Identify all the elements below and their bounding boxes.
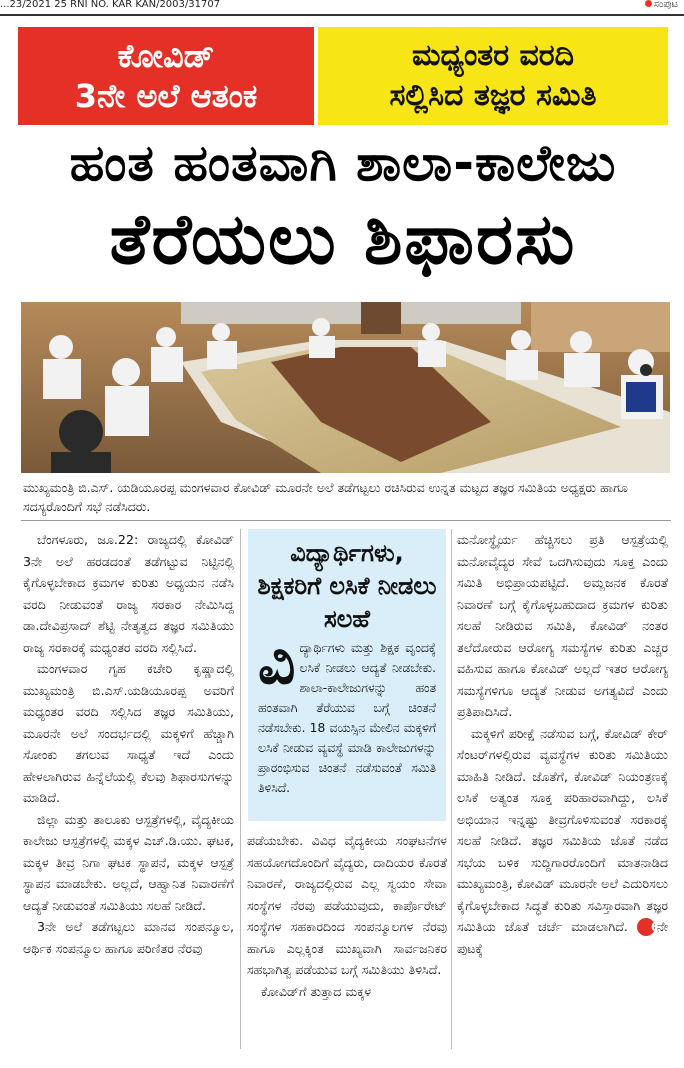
headline-line1: ಹಂತ ಹಂತವಾಗಿ ಶಾಲಾ-ಕಾಲೇಜು xyxy=(69,134,617,192)
article-column-2 xyxy=(247,830,447,1002)
kicker-red xyxy=(18,27,314,125)
kicker-red-line1: ಕೋವಿಡ್ xyxy=(117,37,215,75)
kicker-yellow xyxy=(318,27,668,125)
paragraph xyxy=(457,723,668,960)
caption-divider xyxy=(21,520,671,521)
paragraph: ಮಂಗಳವಾರ ಗೃಹ ಕಚೇರಿ ಕೃಷ್ಣಾದಲ್ಲಿ ಮುಖ್ಯಮಂತ್ರಿ ಬಿ.ಎಸ್.ಯಡಿಯೂರಪ್ಪ ಅವರಿಗೆ ಮಧ್ಯಂತರ ವರದಿ ಸಲ್ಲಿಸಿದ ತಜ್ಞರ ಸಮಿತಿಯು, ಮೂರನೇ ಅಲೆ ಸಂದರ್ಭದಲ್ಲಿ ಮಕ್ಕಳಿಗೆ ಹೆಚ್ಚಾಗಿ ಸೋಂಕು ತಗಲುವ ಸಾಧ್ಯತೆ ಇದೆ ಎಂದು ಹೇಳಲಾಗಿರುವ ಹಿನ್ನೆಲೆಯಲ್ಲಿ ಕೆಲವು ಶಿಫಾರಸುಗಳನ್ನು ಮಾಡಿದೆ. xyxy=(23,661,234,805)
top-strip-right-text: ಸಂಪುಟ xyxy=(653,0,678,10)
article-column-3 xyxy=(457,529,668,959)
sidebar-box-text: ದ್ಯಾರ್ಥಿಗಳು ಮತ್ತು ಶಿಕ್ಷಕ ವೃಂದಕ್ಕೆ ಲಸಿಕೆ ನೀಡಲು ಆದ್ಯತೆ ನೀಡಬೇಕು. ಶಾಲಾ-ಕಾಲೇಜುಗಳನ್ನು ಹಂತ ಹಂತವಾಗಿ ತೆರೆಯುವ ಬಗ್ಗೆ ಚಿಂತನೆ ನಡೆಸಬೇಕು. 18 ವಯಸ್ಸಿನ ಮೇಲಿನ ಮಕ್ಕಳಿಗೆ ಲಸಿಕೆ ನೀಡುವ ವ್ಯವಸ್ಥೆ ಮಾಡಿ ಕಾಲೇಜುಗಳನ್ನು ಪ್ರಾರಂಭಿಸುವ ಚಿಂತನೆ ನಡೆಸುವಂತೆ ಸಮಿತಿ ತಿಳಿಸಿದೆ. xyxy=(258,641,436,795)
article-column-1 xyxy=(23,529,234,959)
paragraph-text: ಮಕ್ಕಳಿಗೆ ಪರೀಕ್ಷೆ ನಡೆಸುವ ಬಗ್ಗೆ, ಕೋವಿಡ್ ಕೇರ್ ಸೆಂಟರ್‌ಗಳಲ್ಲಿರುವ ವ್ಯವಸ್ಥೆಗಳ ಕುರಿತು ಸಮಿತಿಯು ಮಾಹಿತಿ ನೀಡಿದೆ. ಜೊತೆಗೆ, ಕೋವಿಡ್ ನಿಯಂತ್ರಣಕ್ಕೆ ಲಸಿಕೆ ಅತ್ಯಂತ ಸೂಕ್ತ ಪರಿಹಾರವಾಗಿದ್ದು, ಲಸಿಕೆ ಅಭಿಯಾನ ಇನ್ನಷ್ಟು ತೀವ್ರಗೊಳಿಸುವಂತೆ ಸರಕಾರಕ್ಕೆ ಸಲಹೆ ನೀಡಿದೆ. ತಜ್ಞರ ಸಮಿತಿಯ ಜೊತೆ ನಡೆದ ಸಭೆಯ ಬಳಿಕ ಸುದ್ದಿಗಾರರೊಂದಿಗೆ ಮಾತನಾಡಿದ ಮುಖ್ಯಮಂತ್ರಿ, ಕೋವಿಡ್ ಮೂರನೇ ಅಲೆ ಎದುರಿಸಲು ಕೈಗೊಳ್ಳಬೇಕಾದ ಸಿದ್ಧತೆ ಕುರಿತು ಸವಿಸ್ತಾರವಾಗಿ ತಜ್ಞರ ಸಮಿತಿಯ ಜೊತೆ ಚರ್ಚೆ ಮಾಡಲಾಗಿದೆ. xyxy=(457,725,668,934)
top-strip-text: ...23/2021 25 RNI NO. KAR KAN/2003/31707 xyxy=(0,0,221,10)
continued-page-badge[interactable]: 6 xyxy=(637,918,655,936)
meeting-photo-image xyxy=(21,302,670,473)
paragraph: ಮನೋಸ್ಥೈರ್ಯ ಹೆಚ್ಚಿಸಲು ಪ್ರತಿ ಆಸ್ಪತ್ರೆಯಲ್ಲಿ ಮನೋವೈದ್ಯರ ಸೇವೆ ಒದಗಿಸುವುದು ಸೂಕ್ತ ಎಂದು ಸಮಿತಿ ಅಭಿಪ್ರಾಯಪಟ್ಟಿದೆ. ಅಮ್ಲಜನಕ ಕೊರತೆ ನಿವಾರಣೆ ಬಗ್ಗೆ ಕೈಗೊಳ್ಳಬಹುದಾದ ಕ್ರಮಗಳ ಕುರಿತು ಸಲಹೆ ನೀಡಿರುವ ಸಮಿತಿ, ಕೋವಿಡ್ ನಂತರ ತಲೆದೋರುವ ಆರೋಗ್ಯ ಸಮಸ್ಯೆಗಳ ಕುರಿತು ಎಚ್ಚರ ವಹಿಸುವ ಹಾಗೂ ಕೋವಿಡ್ ಅಲ್ಲದೆ ಇತರ ಆರೋಗ್ಯ ಸಮಸ್ಯೆಗಳಿಗೂ ಆದ್ಯತೆ ನೀಡುವ ಅಗತ್ಯವಿದೆ ಎಂದು ಪ್ರತಿಪಾದಿಸಿದೆ. xyxy=(457,532,668,719)
red-dot-icon xyxy=(645,0,652,7)
paragraph: ಜಿಲ್ಲಾ ಮತ್ತು ತಾಲೂಕು ಆಸ್ಪತ್ರೆಗಳಲ್ಲಿ, ವೈದ್ಯಕೀಯ ಕಾಲೇಜು ಆಸ್ಪತ್ರೆಗಳಲ್ಲಿ ಮಕ್ಕಳ ಎಚ್.ಡಿ.ಯು. ಘಟಕ, ಮಕ್ಕಳ ತೀವ್ರ ನಿಗಾ ಘಟಕ ಸ್ಥಾಪನೆ, ಮಕ್ಕಳ ಆಸ್ಪತ್ರೆ ಸ್ಥಾಪನ ಮಾಡಬೇಕು. ಅಲ್ಲದೆ, ಆಹ್ವಾನಿತ ನಿವಾರಣೆಗೆ ಆದ್ಯತೆ ನೀಡುವಂತೆ ಸಮಿತಿಯು ಸಲಹೆ ನೀಡಿದೆ. xyxy=(23,811,234,913)
sidebar-box xyxy=(248,529,446,821)
paragraph: 3ನೇ ಅಲೆ ತಡೆಗಟ್ಟಲು ಮಾನವ ಸಂಪನ್ಮೂಲ, ಆರ್ಥಿಕ ಸಂಪನ್ಮೂಲ ಹಾಗೂ ಪರಿಣಿತರ ನೆರವು xyxy=(23,919,234,956)
paragraph: ಪಡೆಯಬೇಕು. ವಿವಿಧ ವೈದ್ಯಕೀಯ ಸಂಘಟನೆಗಳ ಸಹಯೋಗದೊಂದಿಗೆ ವೈದ್ಯರು, ದಾದಿಯರ ಕೊರತೆ ನಿವಾರಣೆ, ರಾಜ್ಯದಲ್ಲಿರುವ ಎಲ್ಲ ಸ್ವಯಂ ಸೇವಾ ಸಂಸ್ಥೆಗಳ ನೆರವು ಪಡೆಯುವುದು, ಕಾರ್ಪೊರೇಟ್ ಸಂಸ್ಥೆಗಳ ಸಹಕಾರದಿಂದ ಸಂಪನ್ಮೂಲಗಳ ನೆರವು ಹಾಗೂ ಎಲ್ಲಕ್ಕಿಂತ ಮುಖ್ಯವಾಗಿ ಸಾರ್ವಜನಿಕರ ಸಹಭಾಗಿತ್ವ ಪಡೆಯುವ ಬಗ್ಗೆ ಸಮಿತಿಯು ತಿಳಿಸಿದೆ. xyxy=(247,833,447,977)
kicker-yellow-line1: ಮಧ್ಯಂತರ ವರದಿ xyxy=(411,38,575,73)
kicker-red-line2: 3ನೇ ಅಲೆ ಆತಂಕ xyxy=(74,77,258,115)
continued-label[interactable]: ನೇ ಪುಟಕ್ಕೆ xyxy=(457,919,668,956)
column-divider xyxy=(240,529,241,1049)
kicker-yellow-line2: ಸಲ್ಲಿಸಿದ ತಜ್ಞರ ಸಮಿತಿ xyxy=(389,78,597,113)
paragraph: ಬೆಂಗಳೂರು, ಜೂ.22: ರಾಜ್ಯದಲ್ಲಿ ಕೋವಿಡ್ 3ನೇ ಅಲೆ ಹರಡದಂತೆ ತಡೆಗಟ್ಟುವ ನಿಟ್ಟಿನಲ್ಲಿ ಕೈಗೊಳ್ಳಬೇಕಾದ ಕ್ರಮಗಳ ಕುರಿತು ಅಧ್ಯಯನ ನಡೆಸಿ ವರದಿ ನೀಡುವಂತೆ ರಾಜ್ಯ ಸರಕಾರ ನೇಮಿಸಿದ್ದ ಡಾ.ದೇವಿಪ್ರಸಾದ್ ಶೆಟ್ಟಿ ನೇತೃತ್ವದ ತಜ್ಞರ ಸಮಿತಿಯು ರಾಜ್ಯ ಸರಕಾರಕ್ಕೆ ಮಧ್ಯಂತರ ವರದಿ ಸಲ್ಲಿಸಿದೆ. xyxy=(23,532,234,655)
sidebar-box-body xyxy=(248,629,446,798)
top-strip-right xyxy=(645,0,678,10)
photo-caption: ಮುಖ್ಯಮಂತ್ರಿ ಬಿ.ಎಸ್. ಯಡಿಯೂರಪ್ಪ ಮಂಗಳವಾರ ಕೋವಿಡ್ ಮೂರನೇ ಅಲೆ ತಡೆಗಟ್ಟಲು ರಚಿಸಿರುವ ಉನ್ನತ ಮಟ್ಟದ ತಜ್ಞರ ಸಮಿತಿಯ ಅಧ್ಯಕ್ಷರು ಹಾಗೂ ಸದಸ್ಯರೊಂದಿಗೆ ಸಭೆ ನಡೆಸಿದರು. xyxy=(23,480,628,514)
sidebar-box-title: ವಿದ್ಯಾರ್ಥಿಗಳು, ಶಿಕ್ಷಕರಿಗೆ ಲಸಿಕೆ ನೀಡಲು ಸಲಹೆ xyxy=(257,539,437,633)
top-strip xyxy=(0,0,684,16)
column-divider xyxy=(451,529,452,1049)
meeting-photo xyxy=(21,302,670,473)
dropcap: ವಿ xyxy=(258,629,296,697)
headline xyxy=(18,130,668,282)
paragraph: ಕೋವಿಡ್‌ಗೆ ತುತ್ತಾದ ಮಕ್ಕಳ xyxy=(261,983,372,999)
headline-line2: ತೆರೆಯಲು ಶಿಫಾರಸು xyxy=(109,198,577,280)
